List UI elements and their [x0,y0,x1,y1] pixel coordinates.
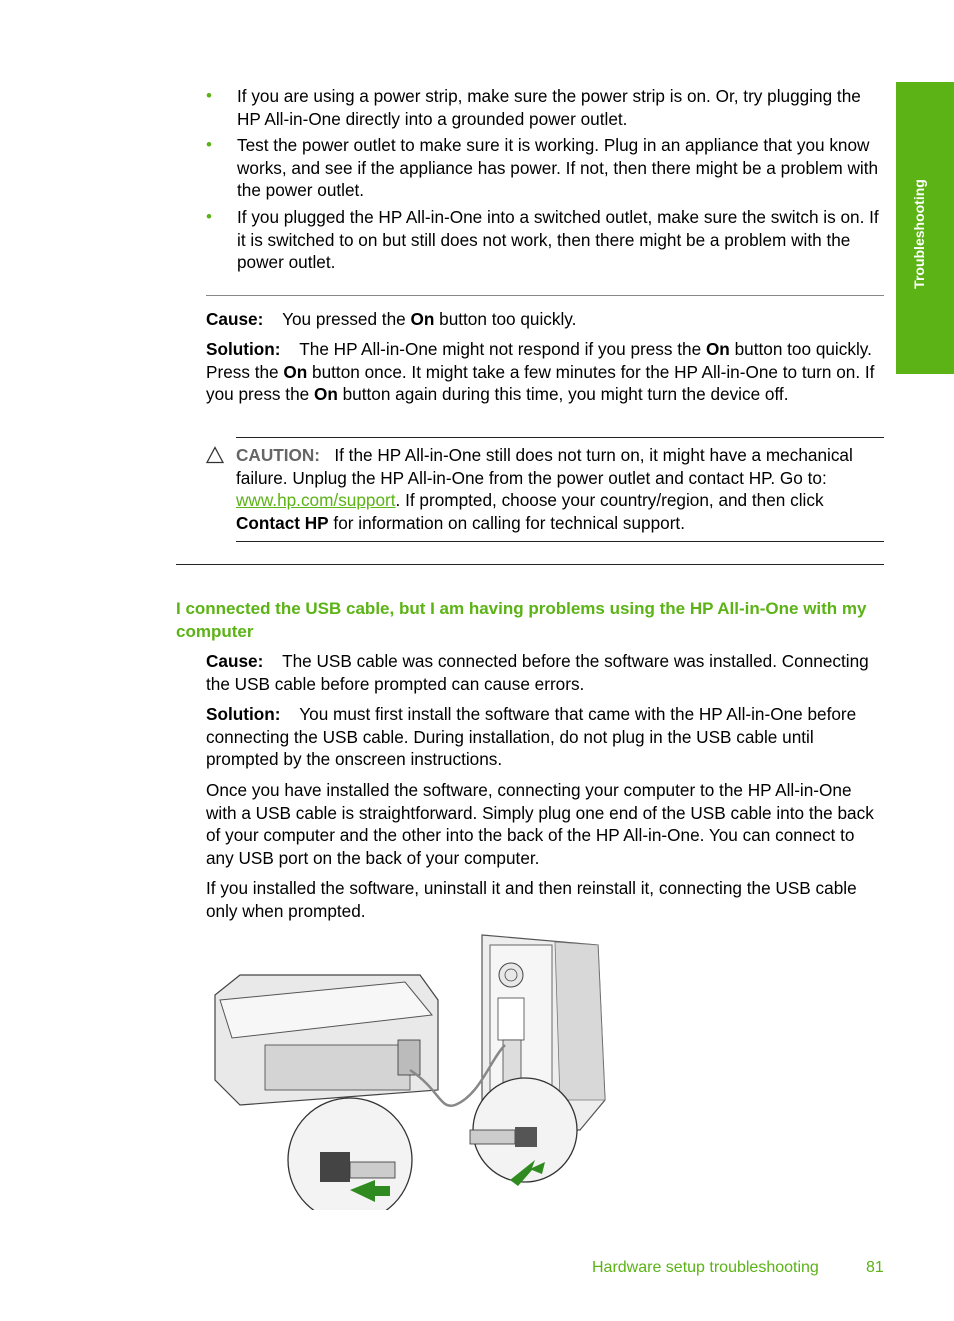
caution-bottom-rule [236,541,884,542]
warning-triangle-icon [206,446,224,464]
cause-label: Cause: [206,309,264,329]
cause-paragraph: Cause: You pressed the On button too quickly. [206,309,577,329]
bullet-icon: • [206,86,212,105]
body-paragraph: If you installed the software, uninstall it and then reinstall it, connecting the USB cable only when prompted. [206,878,857,921]
solution-label: Solution: [206,339,281,359]
caution-label: CAUTION: [236,445,321,465]
bullet-icon: • [206,135,212,155]
usb-connection-illustration [200,930,620,1210]
cause-paragraph-2: Cause: The USB cable was connected before the software was installed. Connecting the USB cable before prompted can cause errors. [206,651,869,694]
section-divider [176,564,884,565]
body-paragraph: Once you have installed the software, connecting your computer to the HP All-in-One with a USB cable is straightforward. Simply plug one end of the USB cable into the back of your computer and the other into the back of the HP All-in-One. You can connect to any USB port on the back of your computer. [206,780,874,868]
bullet-list [206,85,886,278]
footer-section-title: Hardware setup troubleshooting [592,1259,819,1276]
bullet-icon: • [206,206,212,226]
caution-note: CAUTION: If the HP All-in-One still does not turn on, it might have a mechanical failure. Unplug the HP All-in-One from the power outlet and contact HP. Go to: www.hp.com/support. If prompted, choose your country/region, and then click Contact HP for information on calling for technical support. [236,445,853,533]
bullet-text: Test the power outlet to make sure it is working. Plug in an appliance that you know works, and see if the appliance has power. If not, then there might be a problem with the power outlet. [237,135,879,201]
section-heading: I connected the USB cable, but I am having problems using the HP All-in-One with my computer [176,599,867,641]
solution-paragraph: Solution: The HP All-in-One might not respond if you press the On button too quickly. Press the On button once. It might take a few minutes for the HP All-in-One to turn on. If you press the On button again during this time, you might turn the device off. [206,339,875,405]
page-number: 81 [866,1259,884,1276]
printer [215,975,438,1105]
support-link[interactable]: www.hp.com/support [236,490,396,511]
list-item [206,134,886,202]
list-item [206,85,886,130]
list-item [206,206,886,274]
printer-port-zoom [288,1098,412,1210]
solution-paragraph-2: Solution: You must first install the software that came with the HP All-in-One before connecting the USB cable. During installation, do not plug in the USB cable until prompted by the onscreen instructions. [206,704,857,770]
caution-top-rule [236,437,884,438]
divider [206,295,884,296]
bullet-text: If you plugged the HP All-in-One into a switched outlet, make sure the switch is on. If it is switched to on but still does not work, then there might be a problem with the power outlet. [237,206,879,273]
bullet-text: If you are using a power strip, make sure the power strip is on. Or, try plugging the HP All-in-One directly into a grounded power outlet. [237,86,861,129]
chapter-tab-label: Troubleshooting [911,179,927,289]
